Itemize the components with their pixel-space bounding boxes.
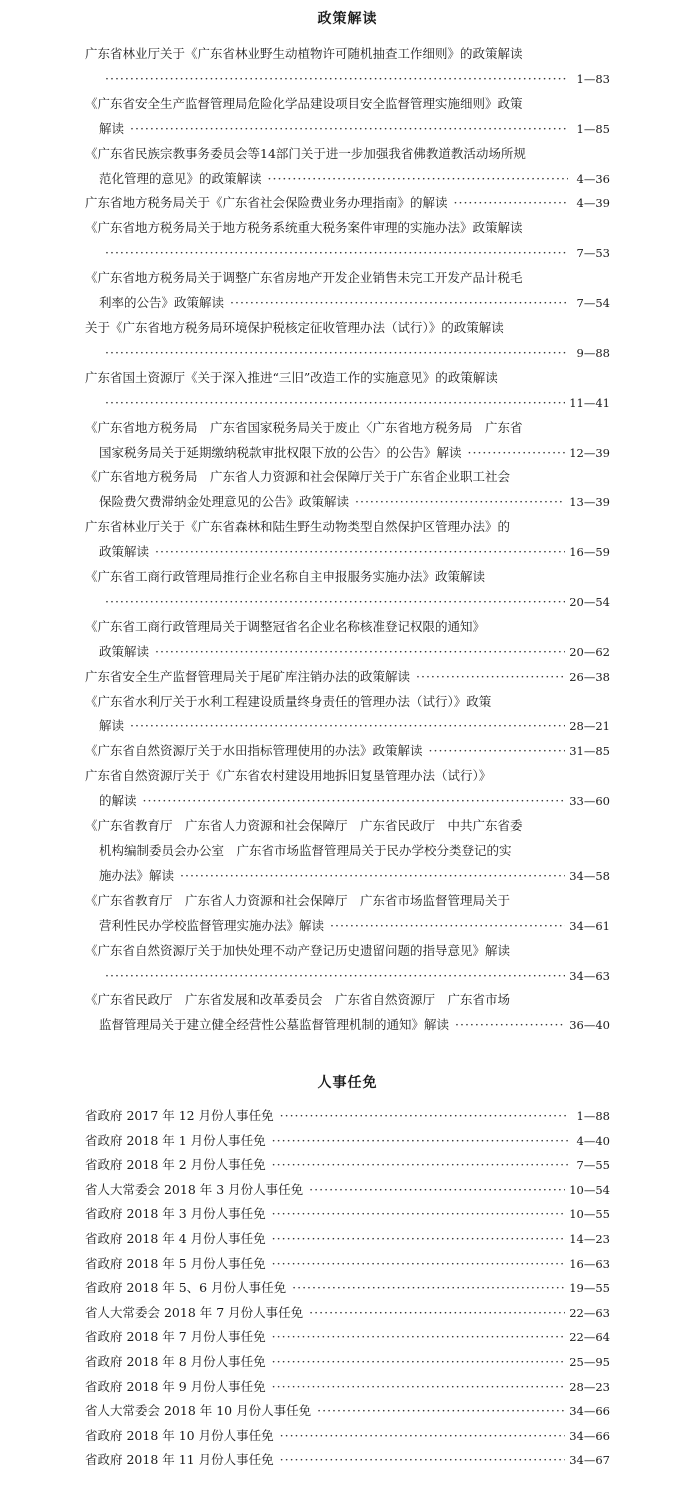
page-number: 4—39	[576, 196, 610, 211]
page-number: 20—62	[569, 644, 610, 659]
page-number: 14—23	[569, 1231, 610, 1246]
toc-entry-text: 省人大常委会 2018 年 10 月份人事任免	[85, 1403, 312, 1419]
dot-leader	[272, 1153, 568, 1178]
toc-entry[interactable]	[85, 142, 610, 192]
page-number: 7—54	[576, 296, 610, 311]
toc-entry-text: 机构编制委员会办公室 广东省市场监督管理局关于民办学校分类登记的实	[99, 843, 512, 858]
dot-leader	[268, 167, 568, 192]
toc-entry[interactable]	[85, 814, 610, 889]
toc-entry-line	[85, 964, 610, 989]
toc-entry-text: 省政府 2018 年 3 月份人事任免	[85, 1206, 266, 1222]
toc-entry-line	[85, 1227, 610, 1252]
dot-leader	[130, 714, 565, 739]
dot-leader	[416, 665, 565, 690]
toc-entry-line	[85, 266, 610, 291]
page-number: 34—58	[569, 868, 610, 883]
toc-entry-text: 省政府 2018 年 5 月份人事任免	[85, 1255, 266, 1271]
toc-entry[interactable]	[85, 1301, 610, 1326]
toc-entry-line	[85, 540, 610, 565]
toc-entry[interactable]	[85, 1325, 610, 1350]
toc-entry-line	[85, 1276, 610, 1301]
toc-entry-text: 政策解读	[99, 643, 150, 659]
toc-entry-text: 解读	[99, 120, 125, 136]
toc-entry-line	[85, 764, 610, 789]
toc-entry-line	[85, 988, 610, 1013]
toc-entry-line	[85, 1129, 610, 1154]
toc-entry-line	[85, 714, 610, 739]
toc-entry-line	[85, 515, 610, 540]
toc-entry-line	[85, 814, 610, 839]
dot-leader	[317, 1399, 565, 1424]
toc-entry-text: 政策解读	[99, 544, 150, 560]
dot-leader	[155, 640, 565, 665]
toc-entry-text: 《广东省地方税务局关于调整广东省房地产开发企业销售未完工开发产品计税毛	[85, 270, 523, 286]
page-number: 4—36	[576, 171, 610, 186]
toc-entry-text: 范化管理的意见》的政策解读	[99, 170, 262, 186]
toc-entry-line	[85, 914, 610, 939]
dot-leader	[330, 914, 565, 939]
page-number: 34—67	[569, 1453, 610, 1468]
toc-entry-line	[85, 291, 610, 316]
toc-entry-text: 省政府 2018 年 5、6 月份人事任免	[85, 1280, 287, 1296]
toc-entry-line	[85, 191, 610, 216]
dot-leader	[280, 1448, 566, 1473]
toc-entry-text: 省政府 2017 年 12 月份人事任免	[85, 1108, 274, 1123]
page-number: 34—63	[569, 968, 610, 983]
toc-entry-text: 利率的公告》政策解读	[99, 295, 225, 311]
toc-entry-text: 广东省自然资源厅关于《广东省农村建设用地拆旧复垦管理办法（试行）》	[85, 768, 492, 784]
toc-entry-text: 省政府 2018 年 11 月份人事任免	[85, 1452, 274, 1468]
toc-entry[interactable]	[85, 1202, 610, 1227]
toc-entry-line	[85, 565, 610, 590]
toc-entry-text: 《广东省地方税务局关于地方税务系统重大税务案件审理的实施办法》政策解读	[85, 220, 523, 236]
toc-entry[interactable]	[85, 1375, 610, 1400]
toc-entry[interactable]	[85, 939, 610, 989]
toc-entry-line	[85, 92, 610, 117]
toc-entry-line	[85, 216, 610, 241]
toc-entry-line	[85, 341, 610, 366]
toc-entry-line	[85, 1252, 610, 1277]
page-number: 1—88	[576, 1109, 610, 1123]
toc-entry[interactable]	[85, 316, 610, 366]
toc-entry[interactable]	[85, 1104, 610, 1129]
page-number: 20—54	[569, 594, 610, 609]
toc-entry[interactable]	[85, 739, 610, 764]
toc-entry-line	[85, 1202, 610, 1227]
page-number: 10—54	[569, 1182, 610, 1197]
dot-leader	[105, 391, 565, 416]
page-number: 36—40	[569, 1018, 610, 1033]
toc-entry[interactable]	[85, 1129, 610, 1154]
dot-leader	[454, 191, 568, 216]
page-number: 11—41	[569, 395, 610, 410]
toc-entry-text: 《广东省民族宗教事务委员会等14部门关于进一步加强我省佛教道教活动场所规	[85, 145, 526, 161]
dot-leader	[155, 540, 565, 565]
toc-entry-line	[85, 117, 610, 142]
toc-entry-text: 省政府 2018 年 10 月份人事任免	[85, 1427, 274, 1443]
toc-entry[interactable]	[85, 565, 610, 615]
toc-entry-line	[85, 939, 610, 964]
page-number: 9—88	[576, 345, 610, 360]
toc-entry-line	[85, 1301, 610, 1326]
toc-entry-text: 省政府 2018 年 8 月份人事任免	[85, 1353, 266, 1369]
toc-entry-text: 《广东省教育厅 广东省人力资源和社会保障厅 广东省民政厅 中共广东省委	[85, 818, 523, 834]
toc-entry-line	[85, 839, 610, 864]
page-number: 13—39	[569, 495, 610, 510]
toc-entry-line	[85, 1153, 610, 1178]
dot-leader	[143, 789, 566, 814]
dot-leader	[230, 291, 568, 316]
toc-entry-line	[85, 889, 610, 914]
toc-entry[interactable]	[85, 764, 610, 814]
toc-entry[interactable]	[85, 266, 610, 316]
toc-entry-text: 《广东省地方税务局 广东省国家税务局关于废止〈广东省地方税务局 广东省	[85, 419, 523, 435]
toc-entry-text: 解读	[99, 718, 125, 734]
page-number: 1—83	[576, 71, 610, 86]
page-number: 31—85	[569, 744, 610, 759]
toc-entry-line	[85, 465, 610, 490]
toc-entry-text: 省政府 2018 年 9 月份人事任免	[85, 1378, 266, 1394]
toc-entry[interactable]	[85, 515, 610, 565]
policy-interpretation-list	[85, 42, 610, 1038]
toc-entry-text: 广东省林业厅关于《广东省林业野生动植物许可随机抽查工作细则》的政策解读	[85, 46, 523, 61]
page-number: 16—59	[569, 545, 610, 560]
dot-leader	[455, 1013, 565, 1038]
toc-entry-text: 营利性民办学校监督管理实施办法》解读	[99, 917, 325, 933]
dot-leader	[105, 67, 568, 92]
dot-leader	[130, 117, 568, 142]
toc-entry-text: 《广东省教育厅 广东省人力资源和社会保障厅 广东省市场监督管理局关于	[85, 892, 511, 908]
toc-entry[interactable]	[85, 690, 610, 740]
dot-leader	[309, 1301, 565, 1326]
dot-leader	[309, 1178, 565, 1203]
toc-entry[interactable]	[85, 1153, 610, 1178]
page-number: 34—61	[569, 918, 610, 933]
toc-entry-text: 《广东省水利厅关于水利工程建设质量终身责任的管理办法（试行）》政策	[85, 693, 492, 709]
page-number: 22—64	[569, 1330, 610, 1345]
toc-entry-line	[85, 690, 610, 715]
toc-entry[interactable]	[85, 366, 610, 416]
toc-entry[interactable]	[85, 1276, 610, 1301]
page-number: 10—55	[569, 1207, 610, 1222]
dot-leader	[105, 241, 568, 266]
toc-entry[interactable]	[85, 615, 610, 665]
toc-entry-line	[85, 1448, 610, 1473]
toc-entry-line	[85, 416, 610, 441]
toc-entry-text: 监督管理局关于建立健全经营性公墓监督管理机制的通知》解读	[99, 1017, 450, 1033]
toc-entry-line	[85, 42, 610, 67]
toc-entry[interactable]	[85, 988, 610, 1038]
toc-entry-text: 广东省地方税务局关于《广东省社会保险费业务办理指南》的解读	[85, 195, 448, 211]
page-number: 12—39	[569, 445, 610, 460]
toc-entry-text: 广东省林业厅关于《广东省森林和陆生野生动物类型自然保护区管理办法》的	[85, 519, 511, 535]
toc-entry-line	[85, 640, 610, 665]
page-number: 19—55	[569, 1281, 610, 1296]
section-title-personnel-appointments: 人事任免	[317, 1075, 378, 1091]
toc-entry[interactable]	[85, 1252, 610, 1277]
dot-leader	[180, 864, 565, 889]
toc-entry-line	[85, 490, 610, 515]
toc-entry[interactable]	[85, 1399, 610, 1424]
toc-entry[interactable]	[85, 465, 610, 515]
toc-entry-line	[85, 789, 610, 814]
toc-entry-line	[85, 142, 610, 167]
dot-leader	[272, 1129, 568, 1154]
toc-entry-line	[85, 1350, 610, 1375]
toc-entry-text: 省政府 2018 年 7 月份人事任免	[85, 1329, 266, 1345]
toc-entry-line	[85, 590, 610, 615]
dot-leader	[272, 1350, 566, 1375]
page-number: 34—66	[569, 1404, 610, 1419]
toc-entry-text: 《广东省地方税务局 广东省人力资源和社会保障厅关于广东省企业职工社会	[85, 469, 511, 485]
toc-entry[interactable]	[85, 1227, 610, 1252]
toc-entry-line	[85, 864, 610, 889]
toc-entry-line	[85, 615, 610, 640]
toc-entry-line	[85, 441, 610, 466]
toc-entry-text: 施办法》解读	[99, 867, 175, 883]
dot-leader	[292, 1276, 565, 1301]
toc-entry[interactable]	[85, 1424, 610, 1449]
toc-entry-text: 保险费欠费滞纳金处理意见的公告》政策解读	[99, 494, 350, 510]
toc-entry-text: 省人大常委会 2018 年 3 月份人事任免	[85, 1181, 304, 1197]
toc-entry-line	[85, 67, 610, 92]
toc-entry-line	[85, 316, 610, 341]
toc-entry-text: 省政府 2018 年 4 月份人事任免	[85, 1230, 266, 1246]
page-number: 1—85	[576, 121, 610, 136]
toc-entry-text: 国家税务局关于延期缴纳税款审批权限下放的公告〉的公告》解读	[99, 444, 462, 460]
dot-leader	[355, 490, 565, 515]
toc-entry-line	[85, 167, 610, 192]
toc-entry[interactable]	[85, 191, 610, 216]
toc-entry-text: 省政府 2018 年 2 月份人事任免	[85, 1157, 266, 1173]
dot-leader	[105, 590, 565, 615]
page-number: 26—38	[569, 669, 610, 684]
page-number: 28—23	[569, 1379, 610, 1394]
page-number: 16—63	[569, 1256, 610, 1271]
toc-entry[interactable]	[85, 889, 610, 939]
dot-leader	[105, 341, 568, 366]
toc-entry-line	[85, 1325, 610, 1350]
toc-entry[interactable]	[85, 1350, 610, 1375]
page-number: 28—21	[569, 719, 610, 734]
toc-entry[interactable]	[85, 416, 610, 466]
toc-entry[interactable]	[85, 92, 610, 142]
dot-leader	[272, 1325, 566, 1350]
toc-entry[interactable]	[85, 42, 610, 92]
page-number: 4—40	[576, 1133, 610, 1148]
toc-entry[interactable]	[85, 665, 610, 690]
toc-entry-text: 《广东省民政厅 广东省发展和改革委员会 广东省自然资源厅 广东省市场	[85, 992, 511, 1008]
dot-leader	[429, 739, 566, 764]
toc-entry-line	[85, 1178, 610, 1203]
page-number: 33—60	[569, 794, 610, 809]
toc-entry-line	[85, 1375, 610, 1400]
toc-entry-text: 《广东省工商行政管理局推行企业名称自主申报服务实施办法》政策解读	[85, 569, 486, 585]
personnel-appointments-list	[85, 1104, 610, 1473]
toc-entry-text: 省政府 2018 年 1 月份人事任免	[85, 1132, 266, 1148]
dot-leader	[272, 1227, 566, 1252]
page-number: 7—53	[576, 246, 610, 261]
dot-leader	[272, 1375, 566, 1400]
section-title-policy-interpretation: 政策解读	[317, 11, 378, 27]
dot-leader	[280, 1424, 566, 1449]
toc-entry-line	[85, 1104, 610, 1129]
dot-leader	[272, 1252, 566, 1277]
dot-leader	[280, 1104, 568, 1129]
dot-leader	[105, 964, 565, 989]
toc-entry-text: 关于《广东省地方税务局环境保护税核定征收管理办法（试行）》的政策解读	[85, 319, 504, 335]
toc-entry-text: 省人大常委会 2018 年 7 月份人事任免	[85, 1304, 304, 1320]
toc-entry-text: 广东省安全生产监督管理局关于尾矿库注销办法的政策解读	[85, 668, 411, 684]
toc-entry-line	[85, 1399, 610, 1424]
toc-entry-line	[85, 391, 610, 416]
page-number: 34—66	[569, 1428, 610, 1443]
toc-entry-text: 《广东省安全生产监督管理局危险化学品建设项目安全监督管理实施细则》政策	[85, 95, 523, 111]
toc-entry-text: 的解读	[99, 793, 137, 809]
dot-leader	[272, 1202, 566, 1227]
toc-entry-line	[85, 1013, 610, 1038]
toc-entry-line	[85, 366, 610, 391]
toc-entry-line	[85, 241, 610, 266]
toc-entry-text: 《广东省工商行政管理局关于调整冠省名企业名称核准登记权限的通知》	[85, 618, 486, 634]
toc-entry-text: 《广东省自然资源厅关于水田指标管理使用的办法》政策解读	[85, 743, 423, 759]
page-number: 7—55	[576, 1158, 610, 1173]
page-number: 25—95	[569, 1354, 610, 1369]
toc-entry-text: 广东省国土资源厅《关于深入推进“三旧”改造工作的实施意见》的政策解读	[85, 369, 498, 385]
toc-entry[interactable]	[85, 1448, 610, 1473]
toc-entry[interactable]	[85, 216, 610, 266]
toc-entry-line	[85, 665, 610, 690]
toc-entry-line	[85, 739, 610, 764]
toc-entry[interactable]	[85, 1178, 610, 1203]
dot-leader	[468, 441, 566, 466]
toc-entry-text: 《广东省自然资源厅关于加快处理不动产登记历史遗留问题的指导意见》解读	[85, 942, 511, 958]
toc-entry-line	[85, 1424, 610, 1449]
page-number: 22—63	[569, 1305, 610, 1320]
